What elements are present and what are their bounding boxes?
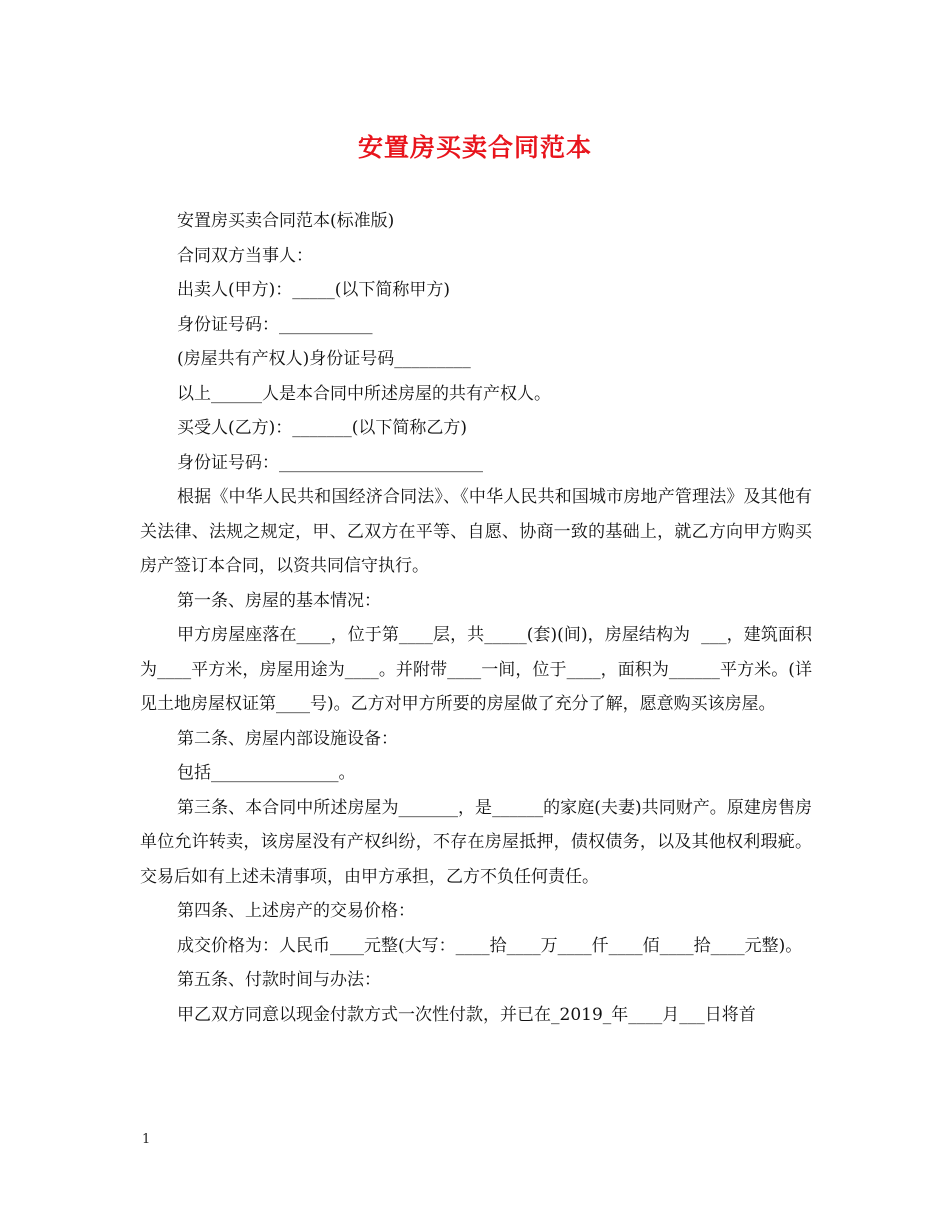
paragraph: 甲方房屋座落在____，位于第____层，共_____(套)(间)，房屋结构为 ___，建筑面积为____平方米，房屋用途为____。并附带____一间，位于____，面积为______平方米。(详见土地房屋权证第____号)。乙方对甲方所要的房屋做了充分了解，愿意购买该房屋。 — [140, 625, 812, 714]
paragraph: 身份证号码：________________________ — [177, 452, 483, 473]
paragraph: 第五条、付款时间与办法： — [177, 970, 381, 990]
paragraph: 安置房买卖合同范本(标准版) — [177, 211, 395, 231]
paragraph: 甲乙双方同意以现金付款方式一次性付款，并已在_2019_年____月___日将首 — [177, 1004, 756, 1025]
document-body — [140, 204, 812, 1032]
page-number: 1 — [142, 1132, 151, 1147]
paragraph: 身份证号码：___________ — [177, 314, 373, 335]
paragraph: 根据《中华人民共和国经济合同法》、《中华人民共和国城市房地产管理法》及其他有关法律、法规之规定，甲、乙双方在平等、自愿、协商一致的基础上，就乙方向甲方购买房产签订本合同，以资共同信守执行。 — [140, 487, 812, 576]
paragraph: 第三条、本合同中所述房屋为_______，是______的家庭(夫妻)共同财产。原建房售房单位允许转卖，该房屋没有产权纠纷，不存在房屋抵押，债权债务，以及其他权利瑕疵。交易后如有上述未清事项，由甲方承担，乙方不负任何责任。 — [140, 797, 812, 887]
paragraph: 出卖人(甲方)：_____(以下简称甲方) — [177, 280, 451, 300]
paragraph: 第四条、上述房产的交易价格： — [177, 901, 415, 921]
paragraph: 第二条、房屋内部设施设备： — [177, 728, 398, 749]
paragraph: 以上______人是本合同中所述房屋的共有产权人。 — [177, 383, 551, 404]
paragraph: 合同双方当事人： — [177, 245, 313, 266]
paragraph: 成交价格为：人民币____元整(大写：____拾____万____仟____佰____拾____元整)。 — [177, 935, 803, 956]
paragraph: 第一条、房屋的基本情况： — [177, 590, 381, 611]
document-title: 安置房买卖合同范本 — [357, 133, 592, 162]
paragraph: (房屋共有产权人)身份证号码_________ — [177, 349, 471, 369]
paragraph: 买受人(乙方)：_______(以下简称乙方) — [177, 418, 468, 438]
paragraph: 包括_______________。 — [177, 763, 356, 783]
